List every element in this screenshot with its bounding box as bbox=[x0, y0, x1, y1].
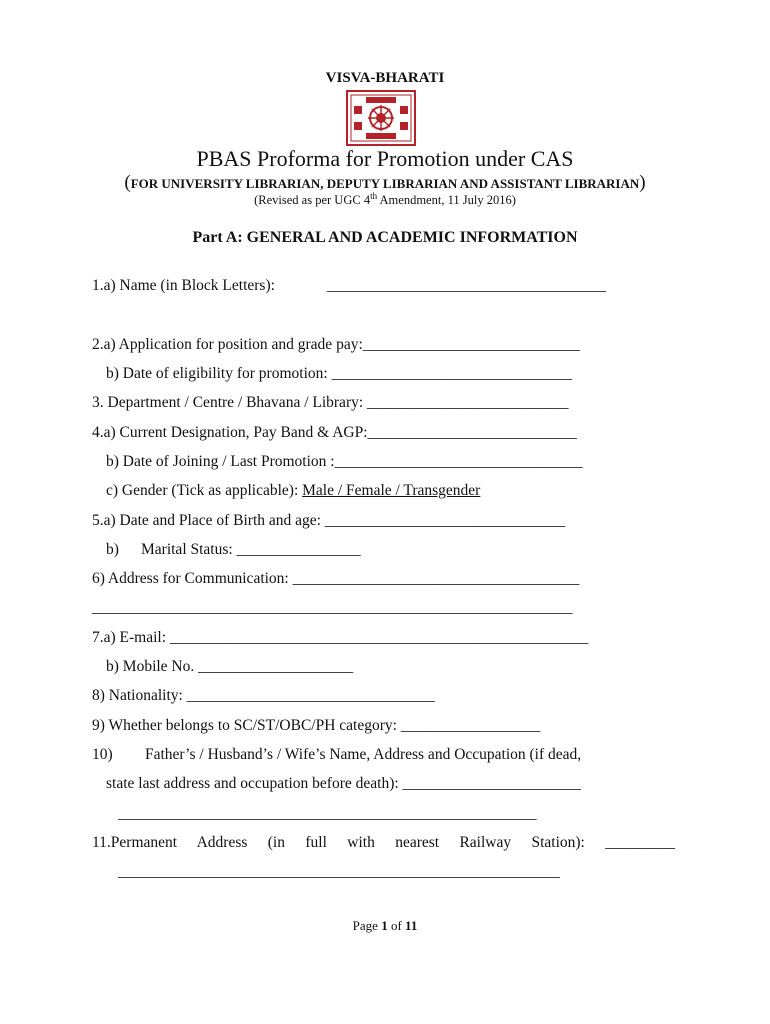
field-nationality bbox=[92, 687, 435, 705]
field-parent-blank[interactable]: _______________________ bbox=[402, 775, 581, 792]
page-number-current: 1 bbox=[381, 918, 388, 933]
field-joining-date-label: b) Date of Joining / Last Promotion : bbox=[106, 453, 335, 470]
field-birth bbox=[92, 512, 565, 530]
revision-note bbox=[0, 193, 770, 208]
field-application bbox=[92, 336, 580, 354]
field-parent-blank-continuation[interactable]: ______________________________________________________ bbox=[118, 805, 537, 822]
field-birth-blank[interactable]: _______________________________ bbox=[324, 512, 566, 529]
field-permanent-address-blank[interactable]: _________________________________________________________ bbox=[118, 863, 560, 880]
subtitle-text: FOR UNIVERSITY LIBRARIAN, DEPUTY LIBRARIAN AND ASSISTANT LIBRARIAN bbox=[130, 176, 640, 191]
field-eligibility-date-label: b) Date of eligibility for promotion: bbox=[106, 365, 332, 382]
institution-name: VISVA-BHARATI bbox=[325, 70, 445, 86]
field-parent-label: Father’s / Husband’s / Wife’s Name, Address and Occupation (if dead, bbox=[145, 746, 582, 763]
page-number bbox=[0, 918, 770, 934]
field-parent-continuation bbox=[106, 775, 581, 793]
field-gender-label: c) Gender (Tick as applicable): bbox=[106, 482, 303, 499]
field-permanent-address: 11.Permanent Address (in full with nearest Railway Station): _________ bbox=[92, 834, 675, 851]
field-department-blank[interactable]: __________________________ bbox=[367, 394, 569, 411]
field-nationality-label: 8) Nationality: bbox=[92, 687, 187, 704]
field-name-blank[interactable]: ____________________________________ bbox=[327, 277, 606, 294]
field-category bbox=[92, 717, 540, 735]
field-address bbox=[92, 570, 579, 588]
field-gender bbox=[106, 482, 480, 500]
field-application-label: 2.a) Application for position and grade pay: bbox=[92, 336, 363, 353]
field-joining-date-blank[interactable]: ________________________________ bbox=[334, 453, 583, 470]
field-department-label: 3. Department / Centre / Bhavana / Library: bbox=[92, 394, 368, 411]
field-mobile-blank[interactable]: ____________________ bbox=[198, 658, 354, 675]
page-number-separator: of bbox=[387, 918, 406, 933]
field-eligibility-date-blank[interactable]: _______________________________ bbox=[331, 365, 572, 382]
field-address-continuation[interactable]: ______________________________________________________________ bbox=[92, 599, 573, 616]
field-address-blank[interactable]: _____________________________________ bbox=[292, 570, 580, 587]
subtitle-open-paren: ( bbox=[124, 172, 131, 193]
field-gender-options[interactable]: Male / Female / Transgender bbox=[302, 482, 481, 499]
page-number-total: 11 bbox=[405, 918, 418, 933]
field-application-blank[interactable]: ____________________________ bbox=[362, 336, 580, 353]
subtitle bbox=[0, 172, 770, 194]
field-email bbox=[92, 629, 588, 647]
field-designation bbox=[92, 424, 577, 442]
field-name-label: 1.a) Name (in Block Letters): bbox=[92, 277, 275, 294]
subtitle-close-paren: ) bbox=[639, 172, 646, 193]
section-heading: Part A: GENERAL AND ACADEMIC INFORMATION bbox=[192, 229, 578, 246]
revision-note-suffix: Amendment, 11 July 2016) bbox=[377, 193, 516, 207]
field-marital-status-blank[interactable]: ________________ bbox=[236, 541, 361, 558]
revision-note-prefix: (Revised as per UGC 4 bbox=[254, 193, 371, 207]
page-title: PBAS Proforma for Promotion under CAS bbox=[196, 146, 574, 171]
field-email-blank[interactable]: ______________________________________________________ bbox=[169, 629, 589, 646]
visva-bharati-seal-icon bbox=[346, 90, 416, 146]
page-number-prefix: Page bbox=[352, 918, 382, 933]
field-email-label: 7.a) E-mail: bbox=[92, 629, 170, 646]
revision-note-sup: th bbox=[370, 191, 378, 201]
field-designation-label: 4.a) Current Designation, Pay Band & AGP: bbox=[92, 424, 368, 441]
field-parent-continuation-label: state last address and occupation before death): bbox=[106, 775, 403, 792]
field-marital-status-marker: b) bbox=[106, 541, 119, 558]
field-category-blank[interactable]: __________________ bbox=[400, 717, 541, 734]
field-designation-blank[interactable]: ___________________________ bbox=[367, 424, 577, 441]
field-joining-date bbox=[106, 453, 583, 471]
field-department bbox=[92, 394, 569, 412]
field-parent-number: 10) bbox=[92, 746, 113, 763]
field-marital-status bbox=[141, 541, 361, 559]
field-address-label: 6) Address for Communication: bbox=[92, 570, 293, 587]
field-nationality-blank[interactable]: ________________________________ bbox=[186, 687, 435, 704]
field-name bbox=[92, 277, 275, 295]
field-marital-status-label: Marital Status: bbox=[141, 541, 237, 558]
field-category-label: 9) Whether belongs to SC/ST/OBC/PH category: bbox=[92, 717, 401, 734]
field-mobile-label: b) Mobile No. bbox=[106, 658, 199, 675]
field-mobile bbox=[106, 658, 353, 676]
field-birth-label: 5.a) Date and Place of Birth and age: bbox=[92, 512, 325, 529]
field-eligibility-date bbox=[106, 365, 572, 383]
